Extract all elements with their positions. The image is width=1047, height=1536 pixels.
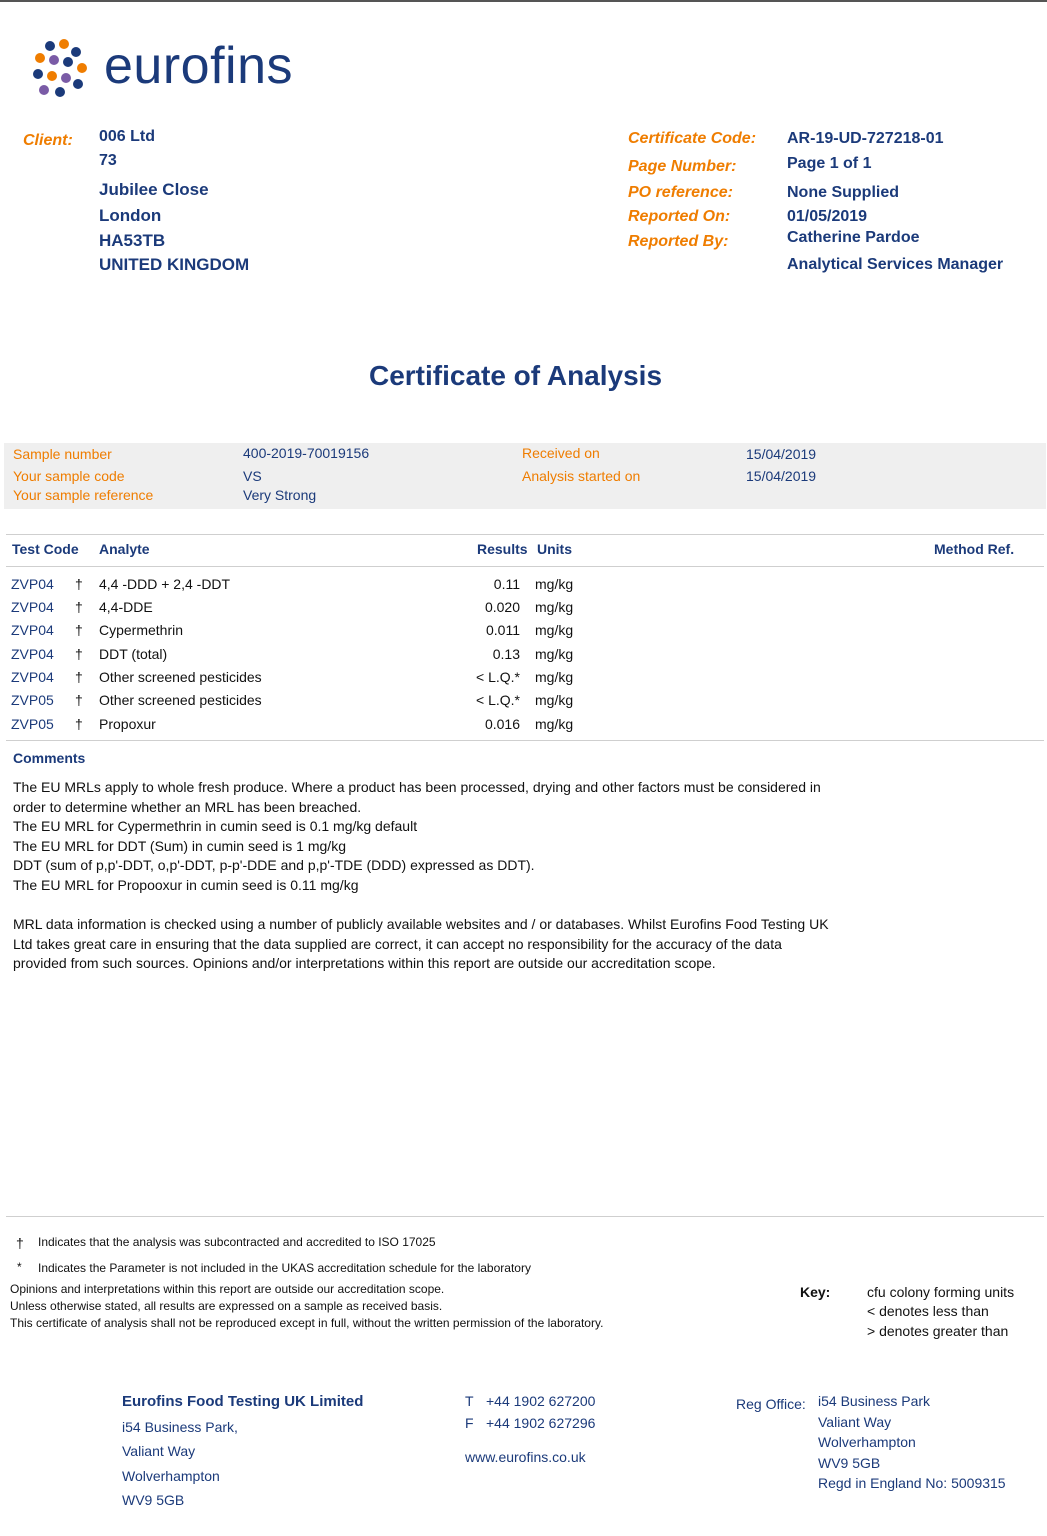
sample-code-value: VS <box>243 468 262 484</box>
test-code-cell: ZVP04 <box>11 646 54 662</box>
dagger-footnote-text: Indicates that the analysis was subcontracted and accredited to ISO 17025 <box>38 1235 436 1249</box>
comment-line <box>13 896 893 916</box>
eurofins-logo-text: eurofins <box>104 37 293 95</box>
table-row <box>0 576 1047 598</box>
company-name: Eurofins Food Testing UK Limited <box>122 1393 364 1410</box>
analyte-cell: 4,4 -DDD + 2,4 -DDT <box>99 576 231 592</box>
dagger-mark: † <box>75 716 83 732</box>
key-item: < denotes less than <box>867 1303 989 1319</box>
star-footnote-text: Indicates the Parameter is not included in the UKAS accreditation schedule for the laboratory <box>38 1261 531 1275</box>
sample-number-value: 400-2019-70019156 <box>243 445 370 461</box>
page-title: Certificate of Analysis <box>368 360 663 391</box>
test-code-cell: ZVP04 <box>11 622 54 638</box>
sample-number-label: Sample number <box>13 446 112 462</box>
analyte-cell: Cypermethrin <box>99 622 184 638</box>
dagger-mark: † <box>75 599 83 615</box>
key-label: Key: <box>800 1284 831 1300</box>
reg-office-line: Regd in England No: 5009315 <box>818 1475 1006 1491</box>
unit-cell: mg/kg <box>535 692 574 708</box>
result-cell: 0.011 <box>486 622 520 638</box>
analysis-started-value: 15/04/2019 <box>746 468 817 484</box>
client-line: Jubilee Close <box>99 180 209 199</box>
test-code-cell: ZVP05 <box>11 692 54 708</box>
table-row <box>0 646 1047 668</box>
column-header-method-ref: Method Ref. <box>934 541 1015 557</box>
analysis-started-label: Analysis started on <box>522 468 641 484</box>
reported-on-label: Reported On: <box>628 208 731 225</box>
analyte-cell: 4,4-DDE <box>99 599 153 615</box>
sample-info-box <box>4 443 1046 509</box>
analyte-cell: DDT (total) <box>99 646 168 662</box>
footnote-note: Opinions and interpretations within this report are outside our accreditation scope. <box>10 1282 445 1296</box>
sample-reference-label: Your sample reference <box>13 487 154 503</box>
eurofins-logo-icon <box>30 38 92 100</box>
test-code-cell: ZVP05 <box>11 716 54 732</box>
test-code-cell: ZVP04 <box>11 669 54 685</box>
comment-line: MRL data information is checked using a number of publicly available websites and / or databases. Whilst Eurofins Food Testing UK <box>13 916 829 933</box>
phone-number: +44 1902 627200 <box>486 1393 596 1409</box>
phone-label: T <box>465 1393 474 1409</box>
dagger-footnote-symbol: † <box>16 1235 24 1251</box>
unit-cell: mg/kg <box>535 576 574 592</box>
column-header-units: Units <box>537 541 572 557</box>
client-line: HA53TB <box>99 231 166 250</box>
analyte-cell: Propoxur <box>99 716 156 732</box>
reg-office-line: WV9 5GB <box>818 1454 881 1471</box>
unit-cell: mg/kg <box>535 599 574 615</box>
comment-line: The EU MRL for Propooxur in cumin seed is 0.11 mg/kg <box>13 876 359 893</box>
footnote-note: This certificate of analysis shall not be reproduced except in full, without the written permission of the laboratory. <box>10 1316 604 1330</box>
comments-body <box>13 778 893 974</box>
sample-reference-value: Very Strong <box>243 487 317 503</box>
result-cell: 0.016 <box>484 716 520 732</box>
result-cell: 0.11 <box>493 576 520 592</box>
analyte-cell: Other screened pesticides <box>99 669 262 685</box>
fax-label: F <box>465 1415 474 1431</box>
unit-cell: mg/kg <box>535 622 574 638</box>
page-number-value: Page 1 of 1 <box>787 155 872 172</box>
column-header-analyte: Analyte <box>99 541 150 557</box>
comments-title: Comments <box>13 750 86 766</box>
comment-line: The EU MRLs apply to whole fresh produce. Where a product has been processed, drying and other factors must be considered in <box>13 779 821 795</box>
received-on-value: 15/04/2019 <box>746 446 817 462</box>
footnote-note: Unless otherwise stated, all results are expressed on a sample as received basis. <box>10 1299 443 1313</box>
page-number-label: Page Number: <box>628 158 737 175</box>
dagger-mark: † <box>75 692 83 708</box>
certificate-code-label: Certificate Code: <box>628 130 757 147</box>
dagger-mark: † <box>75 669 83 685</box>
eurofins-logo <box>30 36 330 100</box>
key-item: cfu colony forming units <box>867 1284 1015 1300</box>
address-line: WV9 5GB <box>122 1492 185 1508</box>
table-bottom-rule <box>6 740 1044 741</box>
table-row <box>0 622 1047 644</box>
unit-cell: mg/kg <box>535 716 574 732</box>
table-row <box>0 599 1047 621</box>
reported-on-value: 01/05/2019 <box>787 208 868 225</box>
dagger-mark: † <box>75 576 83 592</box>
sample-code-label: Your sample code <box>13 468 125 484</box>
fax-number: +44 1902 627296 <box>486 1415 596 1431</box>
star-footnote-symbol: * <box>17 1260 22 1274</box>
comment-line: The EU MRL for Cypermethrin in cumin seed is 0.1 mg/kg default <box>13 818 418 835</box>
po-reference-value: None Supplied <box>787 184 899 201</box>
dagger-mark: † <box>75 622 83 638</box>
po-reference-label: PO reference: <box>628 184 733 201</box>
client-line: UNITED KINGDOM <box>99 255 250 274</box>
result-cell: < L.Q.* <box>476 692 520 708</box>
unit-cell: mg/kg <box>535 646 574 662</box>
test-code-cell: ZVP04 <box>11 599 54 615</box>
table-top-rule <box>6 534 1044 535</box>
certificate-code-value: AR-19-UD-727218-01 <box>787 130 944 147</box>
dagger-mark: † <box>75 646 83 662</box>
reg-office-line: i54 Business Park <box>818 1393 931 1409</box>
client-line: 73 <box>99 152 117 169</box>
client-line: 006 Ltd <box>99 128 156 145</box>
address-line: i54 Business Park, <box>122 1418 238 1435</box>
reported-by-role: Analytical Services Manager <box>787 256 1004 273</box>
top-border <box>0 0 1047 2</box>
key-item: > denotes greater than <box>867 1323 1009 1339</box>
company-address <box>122 1390 422 1513</box>
table-row <box>0 669 1047 691</box>
website-link[interactable]: www.eurofins.co.uk <box>465 1449 586 1465</box>
client-line: London <box>99 206 162 225</box>
address-line: Wolverhampton <box>122 1467 220 1484</box>
reported-by-value: Catherine Pardoe <box>787 229 920 246</box>
column-header-test-code: Test Code <box>12 541 79 557</box>
table-row <box>0 692 1047 714</box>
table-row <box>0 716 1047 738</box>
comment-line: The EU MRL for DDT (Sum) in cumin seed is 1 mg/kg <box>13 837 346 854</box>
result-cell: 0.13 <box>492 646 520 662</box>
test-code-cell: ZVP04 <box>11 576 54 592</box>
table-header-rule <box>6 566 1044 567</box>
received-on-label: Received on <box>522 445 600 461</box>
unit-cell: mg/kg <box>535 669 574 685</box>
reg-office-line: Valiant Way <box>818 1413 892 1430</box>
client-label: Client: <box>23 132 73 149</box>
analyte-cell: Other screened pesticides <box>99 692 262 708</box>
comment-line: order to determine whether an MRL has been breached. <box>13 798 362 815</box>
comment-line: Ltd takes great care in ensuring that the data supplied are correct, it can accept no responsibility for the accuracy of the data <box>13 935 782 952</box>
result-cell: 0.020 <box>484 599 520 615</box>
reported-by-label: Reported By: <box>628 233 729 250</box>
result-cell: < L.Q.* <box>476 669 520 685</box>
reg-office-line: Wolverhampton <box>818 1434 916 1450</box>
footnotes-rule <box>6 1216 1044 1217</box>
address-line: Valiant Way <box>122 1443 196 1459</box>
column-header-results: Results <box>477 541 528 557</box>
comment-line: provided from such sources. Opinions and/or interpretations within this report are outside our accreditation scope. <box>13 955 716 972</box>
reg-office-label: Reg Office: <box>736 1396 806 1412</box>
comment-line: DDT (sum of p,p'-DDT, o,p'-DDT, p-p'-DDE and p,p'-TDE (DDD) expressed as DDT). <box>13 857 535 874</box>
reg-office-address <box>818 1391 1006 1494</box>
